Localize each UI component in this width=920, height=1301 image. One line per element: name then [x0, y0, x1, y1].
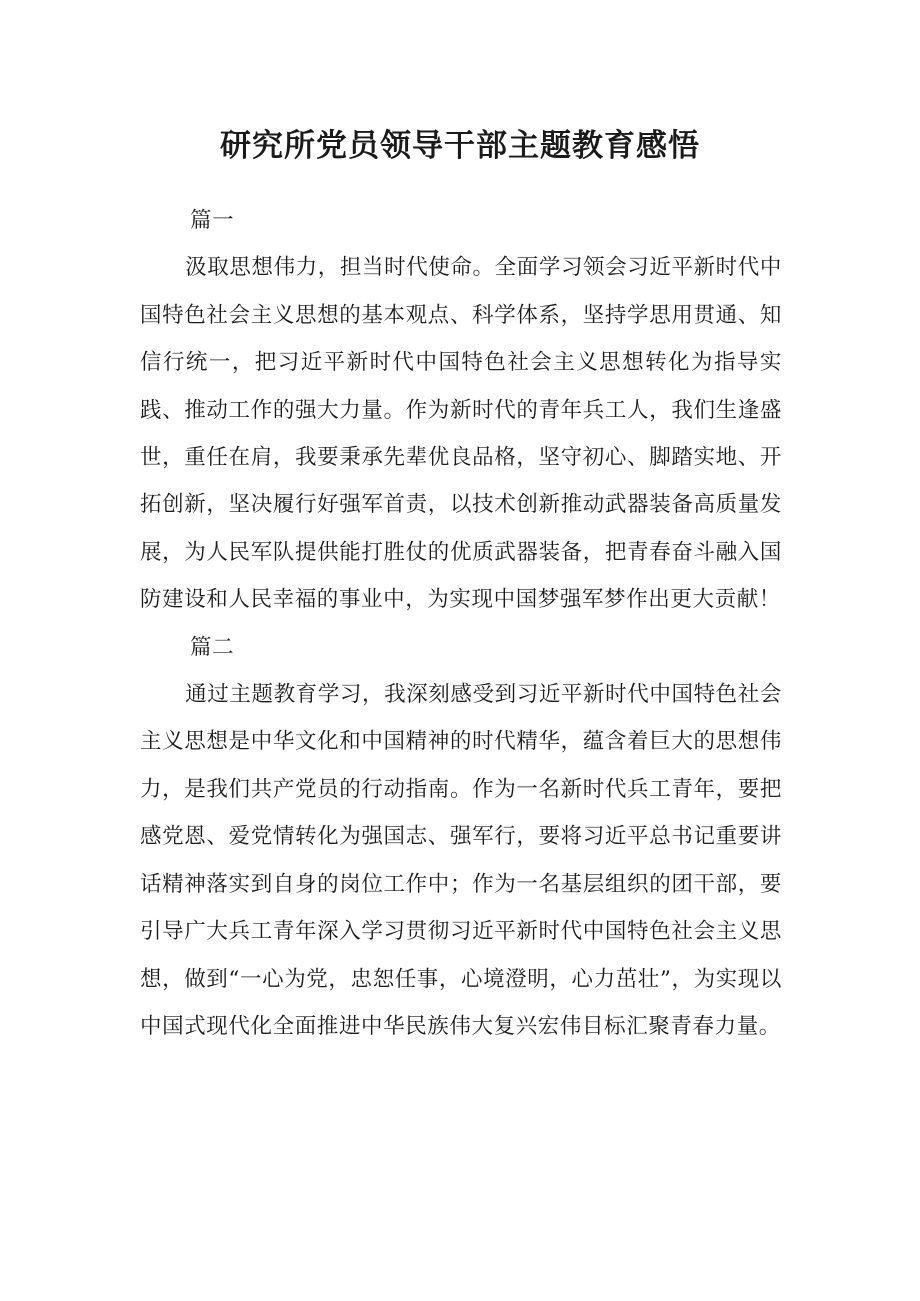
section-heading-2: 篇二: [190, 634, 235, 660]
document-title: 研究所党员领导干部主题教育感悟: [220, 128, 700, 164]
section-paragraph-1: 汲取思想伟力，担当时代使命。全面学习领会习近平新时代中国特色社会主义思想的基本观点、科学体系，坚持学思用贯通、知信行统一，把习近平新时代中国特色社会主义思想转化为指导实践、推动工作的强大力量。作为新时代的青年兵工人，我们生逢盛世，重任在肩，我要秉承先辈优良品格，坚守初心、脚踏实地、开拓创新，坚决履行好强军首责，以技术创新推动武器装备高质量发展，为人民军队提供能打胜仗的优质武器装备，把青春奋斗融入国防建设和人民幸福的事业中，为实现中国梦强军梦作出更大贡献！: [140, 255, 782, 613]
section-heading-1: 篇一: [190, 208, 235, 233]
section-paragraph-2: 通过主题教育学习，我深刻感受到习近平新时代中国特色社会主义思想是中华文化和中国精神的时代精华，蕴含着巨大的思想伟力，是我们共产党员的行动指南。作为一名新时代兵工青年，要把感党恩、爱党情转化为强国志、强军行，要将习近平总书记重要讲话精神落实到自身的岗位工作中；作为一名基层组织的团干部，要引导广大兵工青年深入学习贯彻习近平新时代中国特色社会主义思想，做到“一心为党，忠恕任事，心境澄明，心力茁壮”，为实现以中国式现代化全面推进中华民族伟大复兴宏伟目标汇聚青春力量。: [140, 682, 782, 1039]
document-body: [140, 197, 782, 1050]
